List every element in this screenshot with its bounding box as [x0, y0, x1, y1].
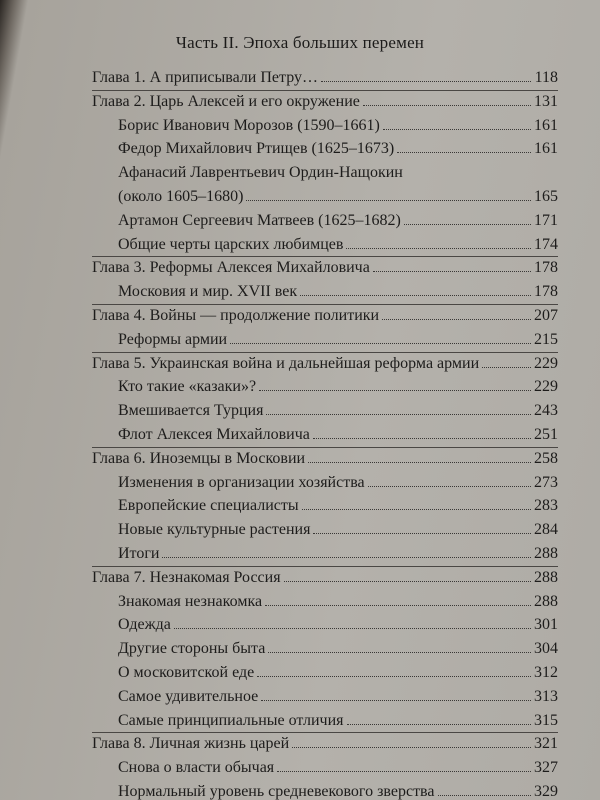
toc-page-number: 312 — [534, 664, 558, 681]
toc-page-number: 178 — [534, 283, 558, 301]
toc-section-entry — [118, 235, 558, 255]
toc-section-entry — [118, 163, 558, 183]
toc-section-entry — [118, 187, 558, 207]
toc-page-number: 284 — [534, 521, 558, 539]
dot-leader — [277, 759, 531, 772]
toc-chapter-entry — [92, 449, 558, 469]
toc-section-entry — [118, 687, 558, 707]
toc-section-entry — [118, 639, 558, 659]
dot-leader — [265, 593, 531, 606]
toc-entry-title: Глава 2. Царь Алексей и его окружение — [92, 92, 360, 110]
toc-page-number: 161 — [534, 140, 558, 158]
toc-page-number: 288 — [534, 592, 558, 610]
toc-entry-title: Общие черты царских любимцев — [118, 235, 344, 253]
toc-page-number: 161 — [534, 116, 558, 134]
toc-section-entry — [118, 473, 558, 493]
toc-entry-title: Глава 6. Иноземцы в Московии — [92, 449, 306, 467]
toc-section-entry — [118, 663, 558, 683]
toc-entry-title: Итоги — [118, 545, 160, 562]
toc-page-number: 178 — [534, 259, 558, 277]
dot-leader — [346, 236, 531, 249]
chapter-divider — [92, 732, 558, 733]
toc-entry-title: (около 1605–1680) — [118, 188, 244, 205]
dot-leader — [406, 165, 531, 177]
toc-section-entry — [118, 615, 558, 635]
toc-section-entry — [118, 592, 558, 612]
toc-page-number: 315 — [534, 711, 558, 729]
dot-leader — [363, 93, 531, 106]
dot-leader — [383, 117, 531, 130]
dot-leader — [321, 69, 531, 82]
toc-entry-title: Снова о власти обычая — [118, 759, 275, 777]
dot-leader — [261, 688, 531, 701]
dot-leader — [302, 497, 531, 510]
toc-entry-title: Афанасий Лаврентьевич Ордин-Нащокин — [118, 164, 403, 182]
chapter-divider — [92, 566, 558, 567]
toc-entry-title: Новые культурные растения — [118, 521, 311, 539]
toc-section-entry — [118, 782, 558, 800]
dot-leader — [300, 283, 531, 296]
chapter-divider — [92, 90, 558, 91]
dot-leader — [266, 402, 531, 415]
dot-leader — [347, 712, 531, 725]
toc-entry-title: Нормальный уровень средневекового зверства — [118, 783, 435, 800]
toc-page-number: 229 — [534, 354, 558, 372]
toc-page-number: 229 — [534, 378, 558, 396]
toc-section-entry — [118, 401, 558, 421]
toc-section-entry — [118, 544, 558, 564]
toc-entry-title: Глава 8. Личная жизнь царей — [92, 735, 290, 753]
toc-entry-title: Флот Алексея Михайловича — [118, 426, 310, 443]
dot-leader — [284, 569, 531, 582]
toc-section-entry — [118, 711, 558, 731]
toc-chapter-entry — [92, 258, 558, 278]
chapter-divider — [92, 256, 558, 257]
toc-entry-title: Изменения в организации хозяйства — [118, 473, 365, 491]
toc-entry-title: Глава 4. Войны — продолжение политики — [92, 307, 380, 324]
dot-leader — [257, 664, 531, 677]
toc-page-number: 273 — [534, 473, 558, 491]
toc-section-entry — [118, 330, 558, 350]
toc-section-entry — [118, 139, 558, 159]
dot-leader — [162, 545, 531, 558]
dot-leader — [397, 140, 531, 153]
toc-chapter-entry — [92, 92, 558, 112]
toc-chapter-entry — [92, 68, 558, 88]
toc-entry-title: Кто такие «казаки»? — [118, 378, 257, 396]
part-title: Часть II. Эпоха больших перемен — [175, 33, 425, 52]
toc-chapter-entry — [92, 306, 558, 326]
toc-section-entry — [118, 496, 558, 516]
dot-leader — [438, 783, 532, 796]
dot-leader — [268, 640, 531, 653]
chapter-divider — [92, 304, 558, 305]
dot-leader — [382, 307, 531, 320]
dot-leader — [373, 259, 531, 272]
toc-entry-title: Московия и мир. XVII век — [118, 283, 298, 301]
toc-page-number: 288 — [534, 545, 558, 562]
toc-chapter-entry — [92, 568, 558, 588]
toc-section-entry — [118, 211, 558, 231]
toc-page-number: 118 — [534, 69, 558, 86]
toc-entry-title: Глава 1. А приписывали Петру… — [92, 69, 318, 86]
toc-page-number: 243 — [534, 402, 558, 420]
chapter-divider — [92, 352, 558, 353]
toc-page-number: 131 — [534, 92, 558, 110]
toc-page-number: 207 — [534, 307, 558, 324]
toc-section-entry — [118, 377, 558, 397]
toc-page-number: 283 — [534, 497, 558, 515]
dot-leader — [259, 378, 531, 391]
toc-section-entry — [118, 520, 558, 540]
toc-entry-title: Глава 5. Украинская война и дальнейшая реформа армии — [92, 354, 480, 372]
toc-entry-title: Другие стороны быта — [118, 640, 266, 658]
toc-page-number: 258 — [534, 449, 558, 467]
toc-entry-title: Самое удивительное — [118, 687, 259, 705]
toc-page-number: 329 — [534, 783, 558, 800]
toc-chapter-entry — [92, 734, 558, 754]
dot-leader — [174, 616, 531, 629]
dot-leader — [230, 331, 531, 344]
toc-entry-title: Самые принципиальные отличия — [118, 711, 344, 729]
dot-leader — [313, 521, 531, 534]
dot-leader — [368, 474, 531, 487]
toc-page-number: 321 — [534, 735, 558, 753]
toc-page-number: 215 — [534, 330, 558, 348]
dot-leader — [292, 735, 531, 748]
toc-section-entry — [118, 425, 558, 445]
toc-page-number: 288 — [534, 568, 558, 586]
toc-entry-title: Европейские специалисты — [118, 497, 299, 515]
dot-leader — [308, 450, 531, 463]
dot-leader — [404, 212, 531, 225]
toc-page-number: 171 — [534, 211, 558, 229]
toc-section-entry — [118, 116, 558, 136]
toc-page-number: 301 — [534, 616, 558, 634]
toc-page-number: 165 — [534, 188, 558, 205]
dot-leader — [482, 355, 531, 368]
toc-entry-title: Одежда — [118, 616, 171, 634]
toc-entry-title: Борис Иванович Морозов (1590–1661) — [118, 116, 380, 134]
toc-page-number: 304 — [534, 640, 558, 658]
toc-entry-title: Реформы армии — [118, 330, 228, 348]
toc-entry-title: Федор Михайлович Ртищев (1625–1673) — [118, 140, 395, 158]
toc-entry-title: Артамон Сергеевич Матвеев (1625–1682) — [118, 211, 401, 229]
toc-chapter-entry — [92, 354, 558, 374]
toc-page-number: 327 — [534, 759, 558, 777]
toc-section-entry — [118, 758, 558, 778]
toc-section-entry — [118, 282, 558, 302]
dot-leader — [313, 426, 531, 439]
chapter-divider — [92, 447, 558, 448]
toc-entry-title: О московитской еде — [118, 664, 255, 681]
toc-entry-title: Знакомая незнакомка — [118, 592, 263, 610]
toc-page-number: 174 — [534, 235, 558, 253]
toc-page-number: 313 — [534, 687, 558, 705]
dot-leader — [246, 188, 531, 201]
toc-entry-title: Глава 7. Незнакомая Россия — [92, 568, 281, 586]
toc-page-number: 251 — [534, 426, 558, 443]
toc-entry-title: Вмешивается Турция — [118, 402, 264, 420]
toc-entry-title: Глава 3. Реформы Алексея Михайловича — [92, 259, 370, 277]
